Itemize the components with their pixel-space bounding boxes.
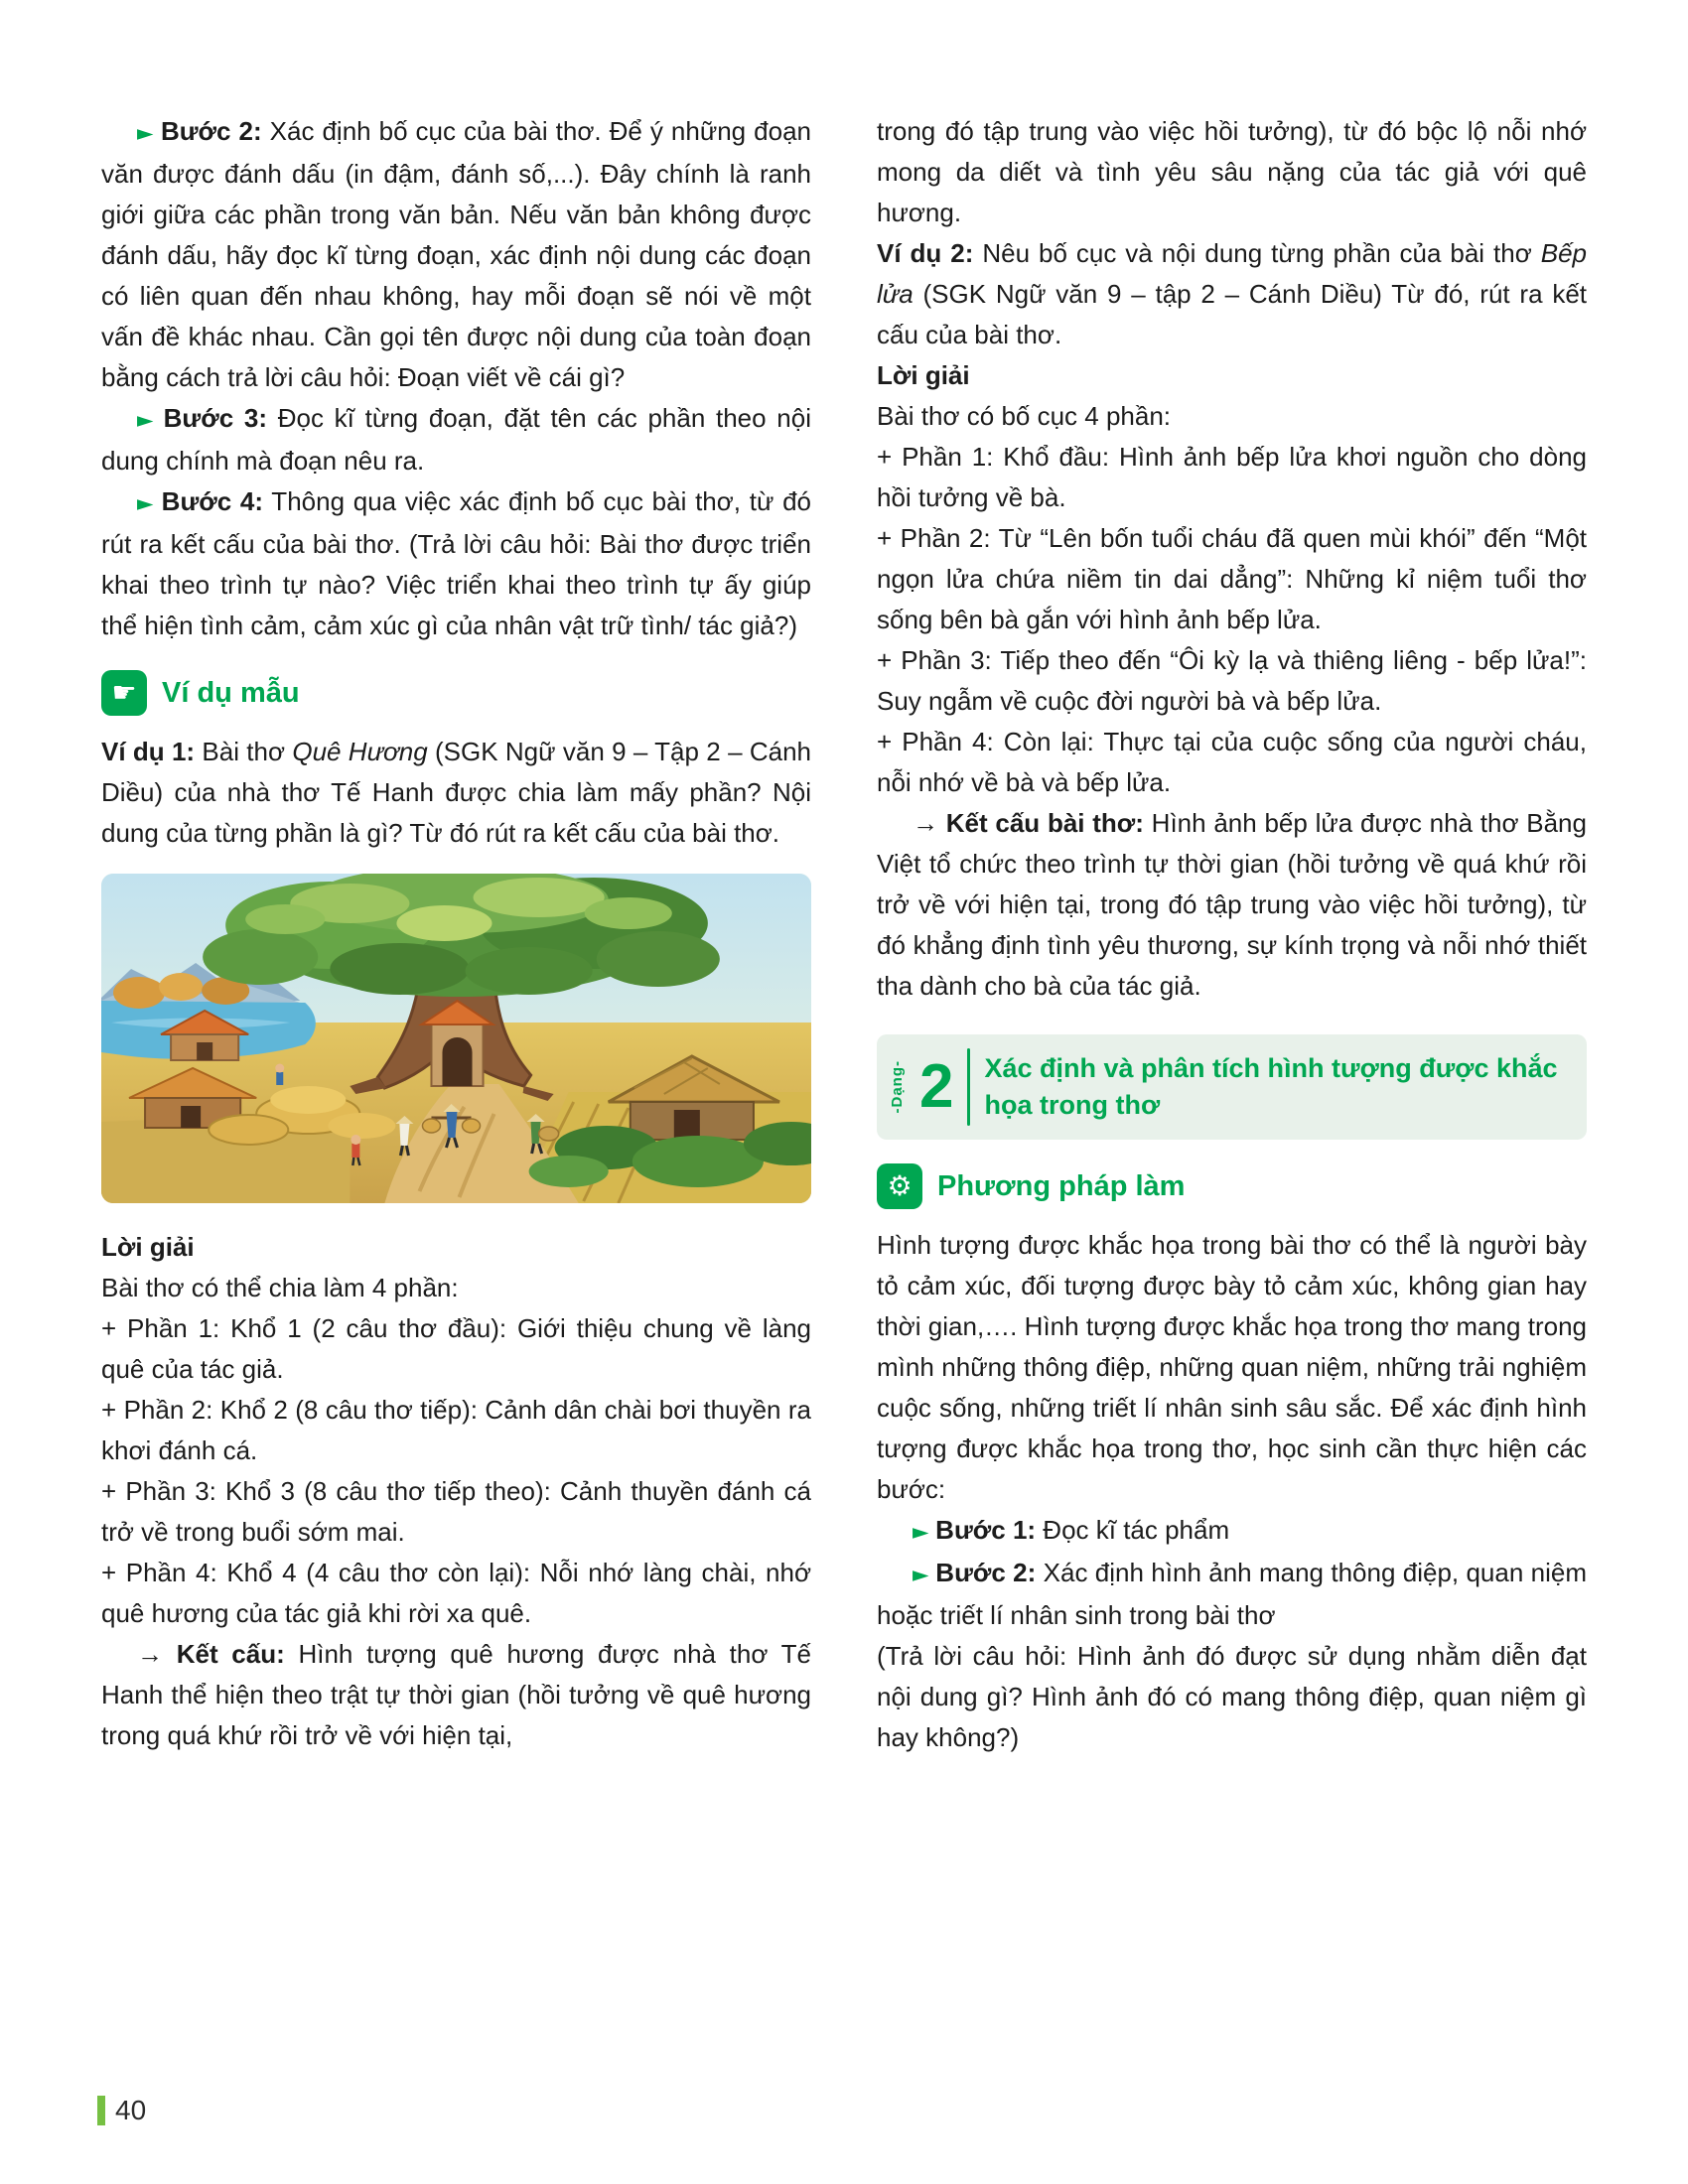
text-segment: Hình tượng được khắc họa trong bài thơ có thể là người bày tỏ cảm xúc, đối tượng được bày tỏ cảm xúc, không gian hay thời gian,…. Hình tượng được khắc họa trong thơ mang trong mình những thông điệp, những quan niệm, những trải nghiệm cuộc sống, những triết lí nhân sinh sâu sắc. Để xác định hình tượng được khắc họa trong thơ, học sinh cần thực hiện các bước:: [877, 1230, 1587, 1504]
text-segment: + Phần 3: Khổ 3 (8 câu thơ tiếp theo): Cảnh thuyền đánh cá trở về trong buổi sớm mai.: [101, 1476, 811, 1547]
text-segment: Lời giải: [101, 1232, 195, 1262]
vi-du-mau-heading: [101, 670, 811, 716]
village-illustration: [101, 874, 811, 1203]
text-segment: Đọc kĩ tác phẩm: [1036, 1515, 1230, 1545]
step-1-right-paragraph: [877, 1510, 1587, 1553]
text-segment: Nêu bố cục và nội dung từng phần của bài thơ: [973, 238, 1541, 268]
text-segment: Bài thơ có bố cục 4 phần:: [877, 401, 1172, 431]
text-segment: Bước 2:: [935, 1558, 1037, 1587]
text-segment: (SGK Ngữ văn 9 – tập 2 – Cánh Diều) Từ đó, rút ra kết cấu của bài thơ.: [877, 279, 1587, 349]
text-segment: Bước 1:: [935, 1515, 1037, 1545]
text-segment: + Phần 2: Khổ 2 (8 câu thơ tiếp): Cảnh dân chài bơi thuyền ra khơi đánh cá.: [101, 1395, 811, 1465]
part-2-left: [101, 1390, 811, 1471]
part-1-left: [101, 1308, 811, 1390]
phuong-phap-lam-heading-label: Phương pháp làm: [937, 1169, 1186, 1202]
text-segment: trong đó tập trung vào việc hồi tưởng), từ đó bộc lộ nỗi nhớ mong da diết và tình yêu sâu nặng của tác giả với quê hương.: [877, 116, 1587, 227]
phuong-phap-lam-heading: [877, 1163, 1587, 1209]
text-segment: + Phần 1: Khổ 1 (2 câu thơ đầu): Giới thiệu chung về làng quê của tác giả.: [101, 1313, 811, 1384]
ket-cau-right: [877, 803, 1587, 1007]
text-segment: Bài thơ: [195, 737, 293, 766]
page-number-bar: [97, 2096, 105, 2125]
loi-giai-left-label: [101, 1227, 811, 1268]
text-segment: Hình tượng quê hương được nhà thơ Tế Hanh thể hiện theo trật tự thời gian (hồi tưởng về quê hương trong quá khứ rồi trở về với hiện tại,: [101, 1639, 811, 1750]
dang-side-label: -Dạng-: [889, 1060, 906, 1114]
text-segment: + Phần 4: Khổ 4 (4 câu thơ còn lại): Nỗi nhớ làng chài, nhớ quê hương của tác giả khi rời xa quê.: [101, 1558, 811, 1628]
dang-2-box: [877, 1034, 1587, 1140]
triangle-bullet-icon: ►: [913, 1520, 936, 1545]
part-4-left: [101, 1553, 811, 1634]
step-2-note-paragraph: [877, 1636, 1587, 1758]
step-2-paragraph: [101, 111, 811, 398]
dang-number: 2: [919, 1052, 954, 1121]
pointing-hand-icon: [101, 670, 147, 716]
dang-divider: [967, 1048, 970, 1126]
text-segment: (Trả lời câu hỏi: Hình ảnh đó được sử dụng nhằm diễn đạt nội dung gì? Hình ảnh đó có mang thông điệp, quan niệm gì hay không?): [877, 1641, 1587, 1752]
ket-cau-left: [101, 1634, 811, 1756]
text-segment: + Phần 2: Từ “Lên bốn tuổi cháu đã quen mùi khói” đến “Một ngọn lửa chứa niềm tin dai dẳng”: Những kỉ niệm tuổi thơ sống bên bà gắn với hình ảnh bếp lửa.: [877, 523, 1587, 634]
method-intro-paragraph: [877, 1225, 1587, 1510]
step-3-paragraph: [101, 398, 811, 481]
text-segment: →: [913, 808, 946, 838]
text-segment: Xác định hình ảnh mang thông điệp, quan niệm hoặc triết lí nhân sinh trong bài thơ: [877, 1558, 1588, 1630]
text-segment: Bếp lửa: [877, 238, 1587, 309]
part-2-right: [877, 518, 1587, 640]
page-footer: [97, 2095, 146, 2126]
loi-giai-right-label: [877, 355, 1587, 396]
text-segment: →: [137, 1639, 177, 1669]
parts-intro-left: [101, 1268, 811, 1308]
text-segment: Kết cấu:: [176, 1639, 285, 1669]
text-segment: Ví dụ 1:: [101, 737, 196, 766]
triangle-bullet-icon: ►: [137, 121, 161, 146]
vi-du-mau-heading-label: Ví dụ mẫu: [162, 676, 300, 709]
text-segment: Quê Hương: [292, 737, 428, 766]
parts-intro-right: [877, 396, 1587, 437]
text-segment: Đọc kĩ từng đoạn, đặt tên các phần theo nội dung chính mà đoạn nêu ra.: [101, 403, 812, 476]
text-segment: + Phần 4: Còn lại: Thực tại của cuộc sống của người cháu, nỗi nhớ về bà và bếp lửa.: [877, 727, 1587, 797]
vi-du-1-paragraph: [101, 732, 811, 854]
text-segment: Bài thơ có thể chia làm 4 phần:: [101, 1273, 459, 1302]
text-segment: Thông qua việc xác định bố cục bài thơ, từ đó rút ra kết cấu của bài thơ. (Trả lời câu hỏi: Bài thơ được triển khai theo trình tự nào? Việc triển khai theo trình tự ấy giúp thể hiện tình cảm, cảm xúc gì của nhân vật trữ tình/ tác giả?): [101, 486, 812, 640]
part-3-left: [101, 1471, 811, 1553]
triangle-bullet-icon: ►: [137, 408, 164, 433]
part-3-right: [877, 640, 1587, 722]
text-segment: + Phần 1: Khổ đầu: Hình ảnh bếp lửa khơi nguồn cho dòng hồi tưởng về bà.: [877, 442, 1587, 512]
text-segment: Bước 4:: [161, 486, 264, 516]
text-segment: Lời giải: [877, 360, 970, 390]
text-segment: Kết cấu bài thơ:: [945, 808, 1144, 838]
text-segment: Hình ảnh bếp lửa được nhà thơ Bằng Việt tổ chức theo trình tự thời gian (hồi tưởng về quá khứ rồi trở về với hiện tại, trong đó tập trung vào việc hồi tưởng), từ đó khẳng định tình yêu thương, sự kính trọng và nỗi nhớ thiết tha dành cho bà của tác giả.: [877, 808, 1587, 1001]
right-column: [877, 111, 1587, 1758]
vi-du-2-paragraph: [877, 233, 1587, 355]
step-2-right-paragraph: [877, 1553, 1587, 1636]
text-segment: Bước 3:: [163, 403, 268, 433]
left-column: [101, 111, 811, 1758]
part-4-right: [877, 722, 1587, 803]
part-1-right: [877, 437, 1587, 518]
text-segment: Ví dụ 2:: [877, 238, 974, 268]
text-segment: (SGK Ngữ văn 9 – Tập 2 – Cánh Diều) của nhà thơ Tế Hanh được chia làm mấy phần? Nội dung của từng phần là gì? Từ đó rút ra kết cấu của bài thơ.: [101, 737, 811, 848]
triangle-bullet-icon: ►: [137, 491, 162, 516]
continuation-paragraph: [877, 111, 1587, 233]
text-segment: Xác định bố cục của bài thơ. Để ý những đoạn văn được đánh dấu (in đậm, đánh số,...). Đây chính là ranh giới giữa các phần trong văn bản. Nếu văn bản không được đánh dấu, hãy đọc kĩ từng đoạn, xác định nội dung các đoạn có liên quan đến nhau không, hay mỗi đoạn sẽ nói về một vấn đề khác nhau. Cần gọi tên được nội dung của toàn đoạn bằng cách trả lời câu hỏi: Đoạn viết về cái gì?: [101, 116, 811, 392]
step-4-paragraph: [101, 481, 811, 646]
page-number: 40: [115, 2095, 147, 2125]
dang-title: Xác định và phân tích hình tượng được khắc họa trong thơ: [984, 1053, 1558, 1120]
text-segment: Bước 2:: [160, 116, 262, 146]
text-segment: + Phần 3: Tiếp theo đến “Ôi kỳ lạ và thiêng liêng - bếp lửa!”: Suy ngẫm về cuộc đời người bà và bếp lửa.: [877, 645, 1587, 716]
gear-icon-glyph: ⚙: [887, 1169, 913, 1202]
villager-by-house: [275, 1064, 284, 1086]
gear-icon: [877, 1163, 922, 1209]
triangle-bullet-icon: ►: [913, 1563, 936, 1587]
pointing-hand-icon-glyph: ☛: [111, 676, 137, 709]
